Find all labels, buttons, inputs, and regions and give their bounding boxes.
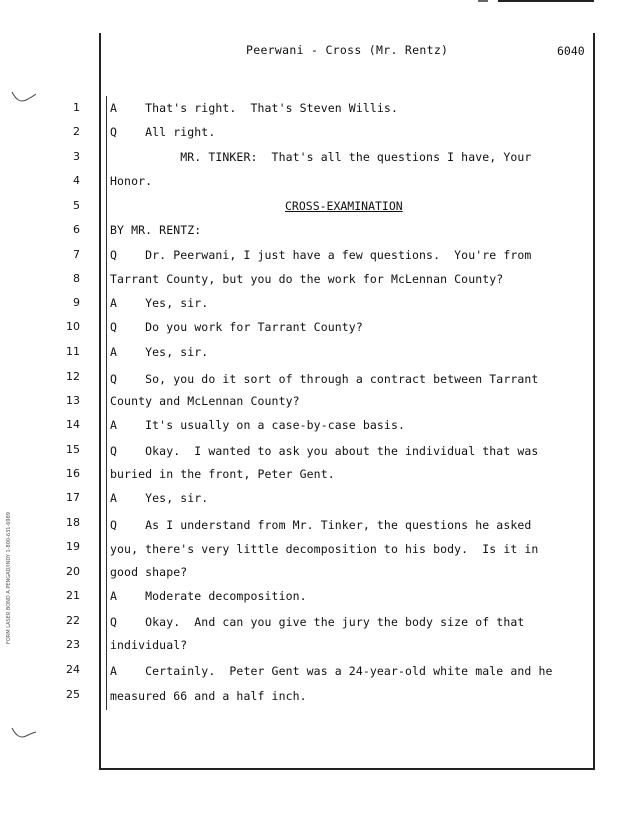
line-number: 9 xyxy=(73,296,80,309)
line-number: 23 xyxy=(66,638,80,651)
line-number: 11 xyxy=(66,345,80,358)
transcript-line: A Yes, sir. xyxy=(110,345,209,359)
line-number: 4 xyxy=(73,174,80,187)
transcript-line: A It's usually on a case-by-case basis. xyxy=(110,418,405,432)
line-number: 2 xyxy=(73,125,80,138)
page-number: 6040 xyxy=(557,44,585,58)
line-number: 25 xyxy=(66,688,80,701)
transcript-line: A Moderate decomposition. xyxy=(110,589,307,603)
line-number: 10 xyxy=(66,320,80,333)
line-number: 1 xyxy=(73,101,80,114)
line-number: 15 xyxy=(66,443,80,456)
transcript-line: A That's right. That's Steven Willis. xyxy=(110,101,398,115)
line-number: 24 xyxy=(66,663,80,676)
transcript-line: Q Okay. And can you give the jury the body size of that xyxy=(110,615,525,629)
line-number: 17 xyxy=(66,491,80,504)
transcript-line: A Yes, sir. xyxy=(110,491,209,505)
top-edge-rule xyxy=(498,0,594,2)
section-heading: CROSS-EXAMINATION xyxy=(285,199,403,213)
transcript-line: Q Dr. Peerwani, I just have a few questions. You're from xyxy=(110,248,532,262)
transcript-line: individual? xyxy=(110,638,188,652)
transcript-line: Q As I understand from Mr. Tinker, the questions he asked xyxy=(110,518,532,532)
line-number: 12 xyxy=(66,370,80,383)
transcript-line: BY MR. RENTZ: xyxy=(110,223,202,237)
binder-hole-mark-icon xyxy=(10,90,38,106)
transcript-line: measured 66 and a half inch. xyxy=(110,689,307,703)
transcript-line: good shape? xyxy=(110,565,188,579)
line-number: 20 xyxy=(66,565,80,578)
transcript-line: Q So, you do it sort of through a contract between Tarrant xyxy=(110,372,539,386)
transcript-line: A Yes, sir. xyxy=(110,296,209,310)
line-number: 7 xyxy=(73,248,80,261)
line-number: 21 xyxy=(66,589,80,602)
transcript-line: Q Do you work for Tarrant County? xyxy=(110,320,363,334)
top-edge-tick xyxy=(478,0,488,2)
line-number: 14 xyxy=(66,418,80,431)
line-number: 22 xyxy=(66,614,80,627)
left-margin-rule xyxy=(106,96,107,710)
transcript-line: Honor. xyxy=(110,174,153,188)
side-margin-text: FORM LASER BOND A PENGAD/INDY 1-800-631-6989 xyxy=(6,512,12,644)
transcript-line: Q All right. xyxy=(110,125,216,139)
line-number: 19 xyxy=(66,540,80,553)
binder-hole-mark-icon xyxy=(10,726,38,742)
line-number: 8 xyxy=(73,272,80,285)
transcript-line: you, there's very little decomposition to his body. Is it in xyxy=(110,542,539,556)
transcript-line: A Certainly. Peter Gent was a 24-year-old white male and he xyxy=(110,664,553,678)
transcript-line: buried in the front, Peter Gent. xyxy=(110,467,335,481)
line-number: 5 xyxy=(73,199,80,212)
line-number: 6 xyxy=(73,223,80,236)
page-header-title: Peerwani - Cross (Mr. Rentz) xyxy=(246,43,449,57)
transcript-line: MR. TINKER: That's all the questions I have, Your xyxy=(110,150,532,164)
line-number: 16 xyxy=(66,467,80,480)
line-number: 13 xyxy=(66,394,80,407)
transcript-line: Tarrant County, but you do the work for McLennan County? xyxy=(110,272,504,286)
line-number: 3 xyxy=(73,150,80,163)
transcript-line: Q Okay. I wanted to ask you about the individual that was xyxy=(110,444,539,458)
transcript-line: County and McLennan County? xyxy=(110,394,300,408)
line-number: 18 xyxy=(66,516,80,529)
